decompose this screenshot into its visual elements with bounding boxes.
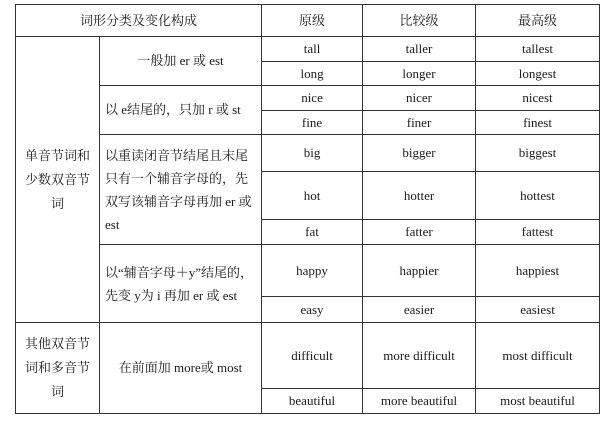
positive-cell: difficult xyxy=(262,323,363,389)
positive-cell: nice xyxy=(262,86,363,111)
table-row xyxy=(16,86,600,111)
comparative-cell: fatter xyxy=(363,220,476,245)
comparative-cell: happier xyxy=(363,245,476,297)
header-superlative: 最高级 xyxy=(476,5,600,37)
positive-cell: beautiful xyxy=(262,389,363,414)
group-label-polysyllabic: 其他双音节词和多音节词 xyxy=(16,323,100,414)
comparative-cell: hotter xyxy=(363,172,476,220)
superlative-cell: fattest xyxy=(476,220,600,245)
positive-cell: big xyxy=(262,135,363,172)
comparative-cell: more difficult xyxy=(363,323,476,389)
superlative-cell: easiest xyxy=(476,297,600,323)
table-row xyxy=(16,245,600,297)
superlative-cell: most beautiful xyxy=(476,389,600,414)
rule-cell: 以 e结尾的，只加 r 或 st xyxy=(100,86,262,135)
positive-cell: fine xyxy=(262,111,363,135)
table-row xyxy=(16,323,600,389)
superlative-cell: most difficult xyxy=(476,323,600,389)
rule-cell: 以重读闭音节结尾且末尾只有一个辅音字母的，先双写该辅音字母再加 er 或 est xyxy=(100,135,262,245)
group-label-monosyllabic: 单音节词和少数双音节词 xyxy=(16,37,100,323)
header-row xyxy=(16,5,600,37)
superlative-cell: tallest xyxy=(476,37,600,62)
header-positive: 原级 xyxy=(262,5,363,37)
header-comparative: 比较级 xyxy=(363,5,476,37)
comparative-cell: more beautiful xyxy=(363,389,476,414)
comparative-cell: easier xyxy=(363,297,476,323)
comparative-cell: finer xyxy=(363,111,476,135)
superlative-cell: hottest xyxy=(476,172,600,220)
rule-cell: 以“辅音字母＋y”结尾的，先变 y为 i 再加 er 或 est xyxy=(100,245,262,323)
superlative-cell: longest xyxy=(476,62,600,86)
header-category: 词形分类及变化构成 xyxy=(16,5,262,37)
grammar-table xyxy=(15,4,600,414)
rule-cell: 一般加 er 或 est xyxy=(100,37,262,86)
rule-cell: 在前面加 more或 most xyxy=(100,323,262,414)
superlative-cell: finest xyxy=(476,111,600,135)
superlative-cell: happiest xyxy=(476,245,600,297)
table-row xyxy=(16,135,600,172)
positive-cell: easy xyxy=(262,297,363,323)
positive-cell: hot xyxy=(262,172,363,220)
table-row xyxy=(16,37,600,62)
positive-cell: tall xyxy=(262,37,363,62)
positive-cell: long xyxy=(262,62,363,86)
comparative-cell: nicer xyxy=(363,86,476,111)
comparative-cell: taller xyxy=(363,37,476,62)
superlative-cell: nicest xyxy=(476,86,600,111)
comparative-cell: longer xyxy=(363,62,476,86)
superlative-cell: biggest xyxy=(476,135,600,172)
comparative-cell: bigger xyxy=(363,135,476,172)
positive-cell: happy xyxy=(262,245,363,297)
positive-cell: fat xyxy=(262,220,363,245)
